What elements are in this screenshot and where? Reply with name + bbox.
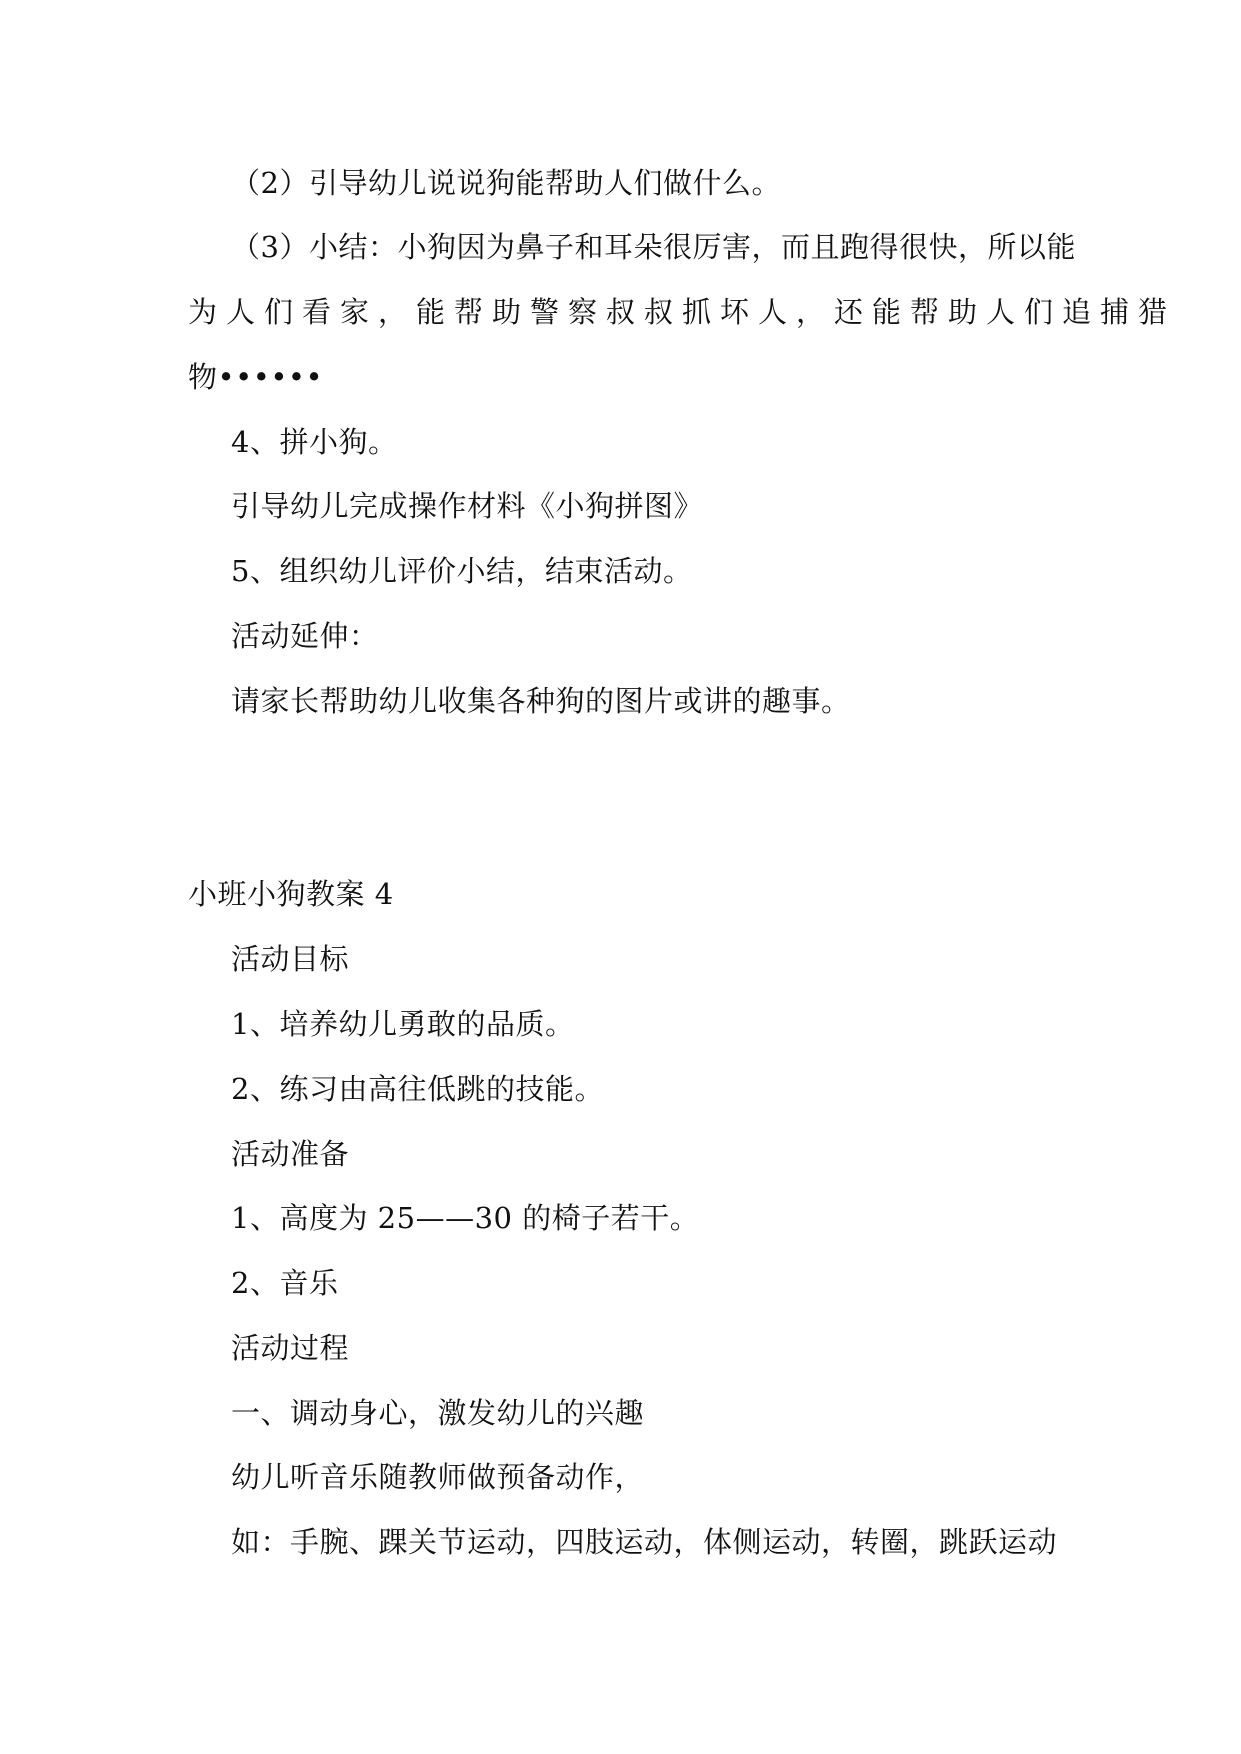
- paragraph-16: 幼儿听音乐随教师做预备动作，: [231, 1460, 645, 1494]
- section-title: 小班小狗教案 4: [188, 877, 394, 911]
- paragraph-15: 一、调动身心，激发幼儿的兴趣: [231, 1396, 645, 1430]
- paragraph-12: 1、高度为 25——30 的椅子若干。: [231, 1201, 700, 1235]
- paragraph-5: 5、组织幼儿评价小结，结束活动。: [231, 554, 693, 588]
- paragraph-10: 2、练习由高往低跳的技能。: [231, 1072, 604, 1106]
- paragraph-17: 如：手腕、踝关节运动，四肢运动，体侧运动，转圈，跳跃运动: [231, 1525, 1058, 1559]
- paragraph-13: 2、音乐: [231, 1266, 339, 1300]
- paragraph-2-line-1: （3）小结：小狗因为鼻子和耳朵很厉害，而且跑得很快，所以能: [231, 230, 1076, 264]
- paragraph-2-line-2: 为人们看家，能帮助警察叔叔抓坏人，还能帮助人们追捕猎: [188, 295, 1177, 329]
- paragraph-4: 引导幼儿完成操作材料《小狗拼图》: [231, 489, 704, 523]
- paragraph-11: 活动准备: [231, 1137, 350, 1171]
- paragraph-14: 活动过程: [231, 1331, 350, 1365]
- paragraph-1: （2）引导幼儿说说狗能帮助人们做什么。: [231, 166, 781, 200]
- paragraph-8: 活动目标: [231, 942, 350, 976]
- paragraph-6: 活动延伸：: [231, 619, 379, 653]
- paragraph-3: 4、拼小狗。: [231, 425, 398, 459]
- paragraph-2-line-3: 物••••••: [188, 360, 324, 394]
- paragraph-7: 请家长帮助幼儿收集各种狗的图片或讲的趣事。: [231, 684, 851, 718]
- paragraph-9: 1、培养幼儿勇敢的品质。: [231, 1007, 575, 1041]
